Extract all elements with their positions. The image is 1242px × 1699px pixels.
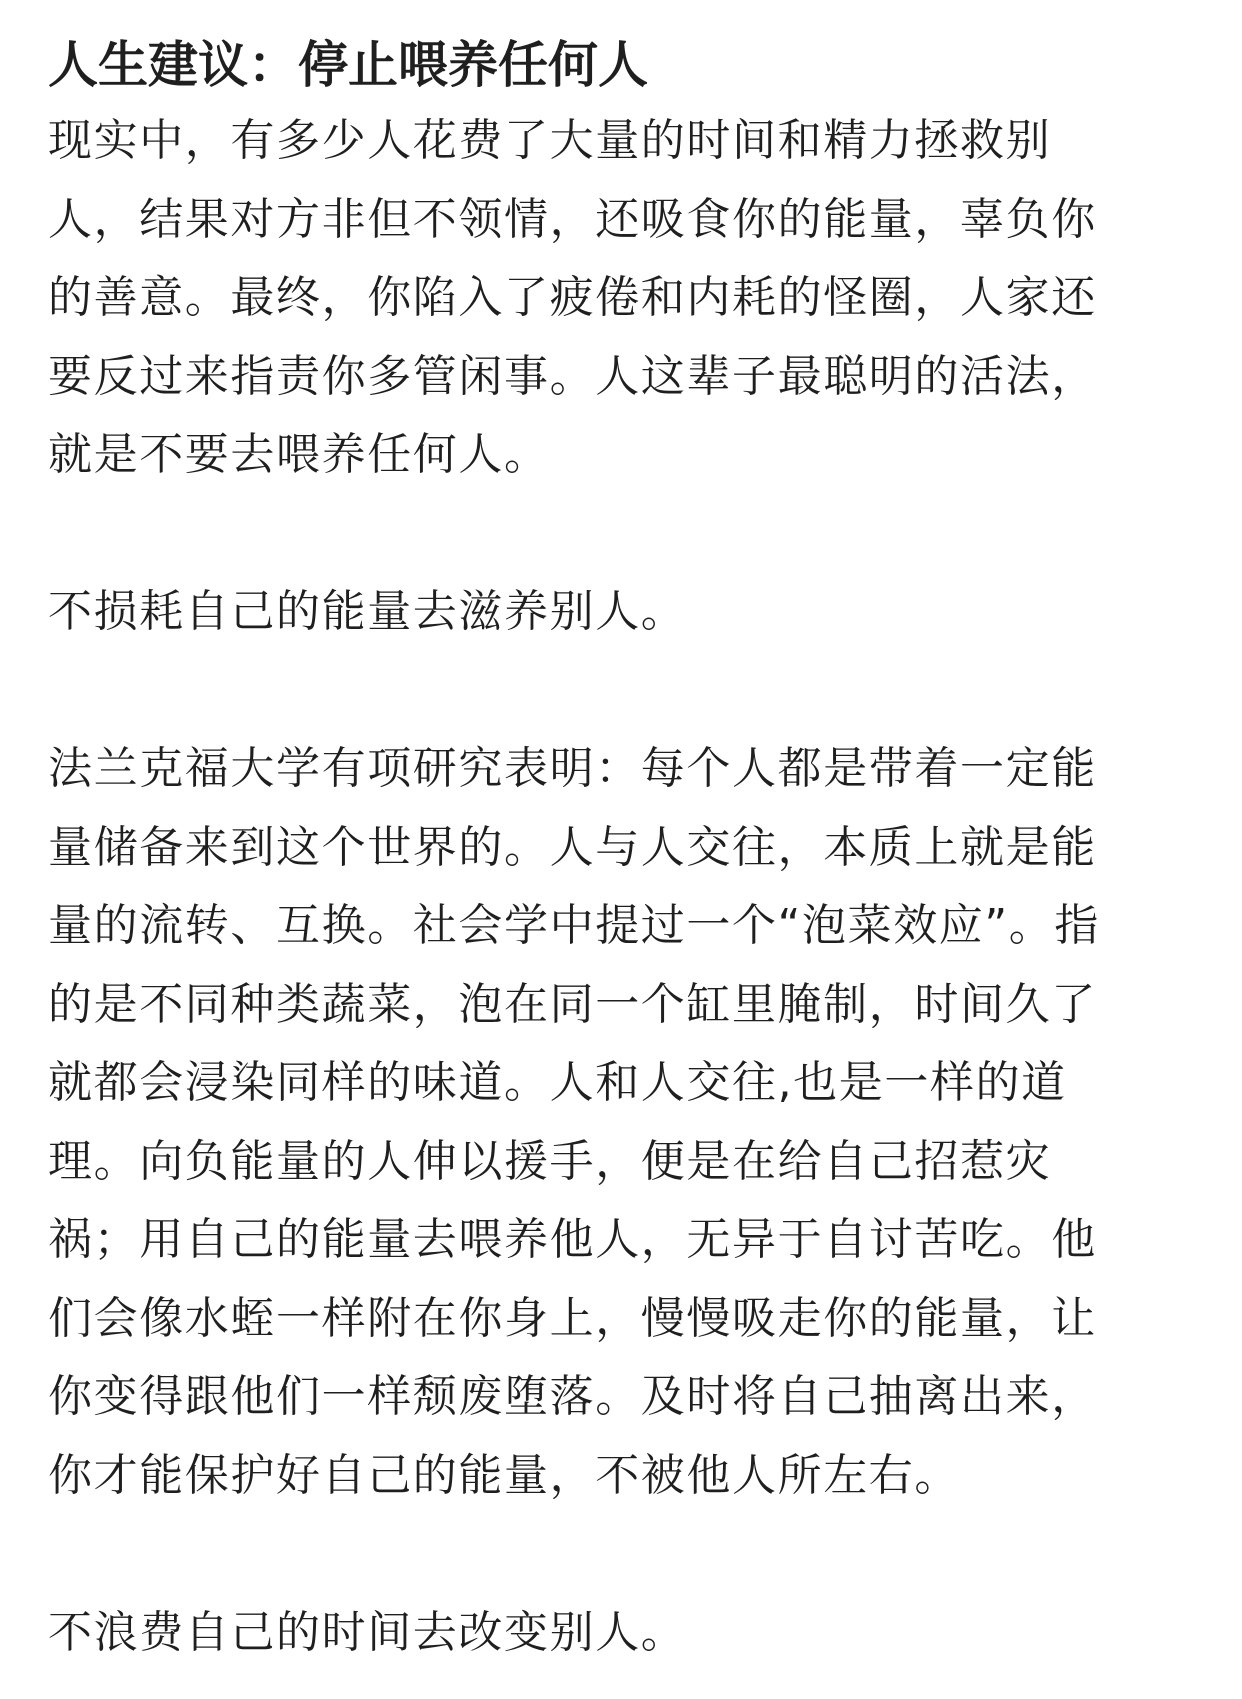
paragraph-1 [48,102,1198,495]
paragraph-line: 不损耗自己的能量去滋养别人。 [48,586,687,637]
paragraph-spacer [48,652,1198,731]
paragraph-line: 量的流转、互换。社会学中提过一个“泡菜效应”。指 [48,900,1100,951]
article-body [48,102,1198,1672]
paragraph-line: 要反过来指责你多管闲事。人这辈子最聪明的活法， [48,350,1097,402]
paragraph-line: 的善意。最终，你陷入了疲倦和内耗的怪圈，人家还 [48,272,1097,323]
paragraph-line: 你变得跟他们一样颓废堕落。及时将自己抽离出来， [48,1371,1097,1422]
paragraph-line: 你才能保护好自己的能量，不被他人所左右。 [48,1449,960,1501]
paragraph-line: 就是不要去喂养任何人。 [48,429,550,480]
paragraph-line: 们会像水蛭一样附在你身上，慢慢吸走你的能量，让 [48,1292,1097,1344]
paragraph-line: 现实中，有多少人花费了大量的时间和精力拯救别 [48,115,1052,166]
paragraph-line: 就都会浸染同样的味道。人和人交往,也是一样的道 [48,1057,1067,1108]
paragraph-spacer [48,495,1198,574]
paragraph-line: 法兰克福大学有项研究表明：每个人都是带着一定能 [48,743,1097,794]
paragraph-line: 不浪费自己的时间去改变别人。 [48,1606,687,1658]
paragraph-line: 理。向负能量的人伸以援手，便是在给自己招惹灾 [48,1135,1052,1187]
paragraph-4 [48,1594,1198,1673]
paragraph-2 [48,573,1198,652]
paragraph-3 [48,730,1198,1515]
article-title: 人生建议：停止喂养任何人 [48,36,648,94]
paragraph-line: 量储备来到这个世界的。人与人交往，本质上就是能 [48,821,1097,873]
paragraph-line: 人，结果对方非但不领情，还吸食你的能量，辜负你 [48,193,1097,245]
paragraph-spacer [48,1515,1198,1594]
paragraph-line: 的是不同种类蔬菜，泡在同一个缸里腌制，时间久了 [48,978,1097,1030]
paragraph-line: 祸；用自己的能量去喂养他人，无异于自讨苦吃。他 [48,1214,1097,1265]
